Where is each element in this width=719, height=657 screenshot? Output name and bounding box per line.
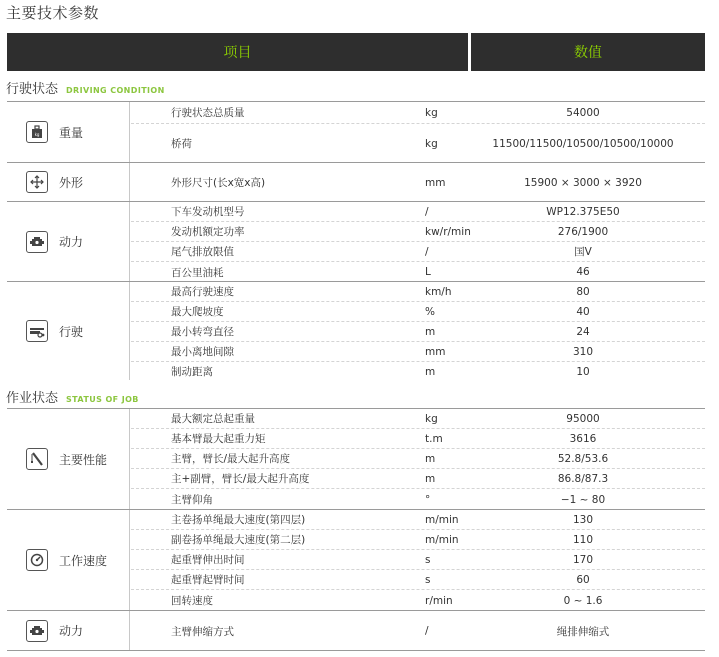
table-row: 最大爬坡度 % 40	[131, 302, 705, 322]
table-row: 主+副臂，臂长/最大起升高度 m 86.8/87.3	[131, 469, 705, 489]
table-row: 行驶状态总质量 kg 54000	[131, 102, 705, 124]
table-row: 桥荷 kg 11500/11500/10500/10500/10000	[171, 137, 674, 150]
group-label: 行驶	[59, 324, 84, 339]
table-row: 发动机额定功率 kw/r/min 276/1900	[131, 222, 705, 242]
group-power-job	[7, 610, 705, 650]
group-driving	[7, 281, 705, 380]
table-row: 百公里油耗 L 46	[171, 266, 590, 279]
table-row: 外形尺寸(长x宽x高) mm 15900 × 3000 × 3920	[171, 176, 642, 189]
table-row: 最大额定总起重量 kg 95000	[131, 409, 705, 429]
group-dimensions	[7, 162, 705, 201]
table-row: 基本臂最大起重力矩 t.m 3616	[131, 429, 705, 449]
table-row: 制动距离 m 10	[171, 365, 590, 378]
group-label: 工作速度	[59, 553, 108, 568]
dimensions-icon	[26, 171, 48, 193]
group-power	[7, 201, 705, 281]
table-row: 尾气排放限值 / 国V	[131, 242, 705, 262]
header-value: 数值	[471, 33, 705, 71]
header-item: 项目	[7, 33, 468, 71]
group-label: 外形	[59, 175, 84, 190]
truck-icon	[26, 320, 48, 342]
group-label: 动力	[59, 624, 84, 638]
weight-icon	[26, 121, 48, 143]
group-label: 动力	[59, 235, 84, 249]
group-label: 重量	[59, 125, 84, 140]
table-row: 主卷扬单绳最大速度(第四层) m/min 130	[131, 510, 705, 530]
table-row: 下车发动机型号 / WP12.375E50	[131, 202, 705, 222]
page-title: 主要技术参数	[6, 4, 100, 22]
engine-icon	[26, 231, 48, 253]
table-bottom-border	[7, 650, 705, 651]
group-weight	[7, 101, 705, 162]
table-row: 主臂，臂长/最大起升高度 m 52.8/53.6	[131, 449, 705, 469]
table-row: 起重臂起臂时间 s 60	[131, 570, 705, 590]
group-performance	[7, 408, 705, 509]
table-row: 最高行驶速度 km/h 80	[131, 282, 705, 302]
svg-text:kg: kg	[34, 132, 40, 137]
table-row: 最小转弯直径 m 24	[131, 322, 705, 342]
table-row: 最小离地间隙 mm 310	[131, 342, 705, 362]
group-label: 主要性能	[59, 452, 108, 467]
table-header	[7, 33, 705, 71]
table-row: 起重臂伸出时间 s 170	[131, 550, 705, 570]
section-title-job: 作业状态 STATUS OF JOB	[6, 391, 139, 406]
table-row: 回转速度 r/min 0 ~ 1.6	[171, 594, 603, 607]
engine-icon	[26, 620, 48, 642]
speed-gauge-icon	[26, 549, 48, 571]
section-title-driving: 行驶状态 DRIVING CONDITION	[6, 82, 165, 97]
table-row: 副卷扬单绳最大速度(第二层) m/min 110	[131, 530, 705, 550]
crane-boom-icon	[26, 448, 48, 470]
group-work-speed	[7, 509, 705, 610]
table-row: 主臂仰角 ° −1 ~ 80	[171, 493, 606, 506]
table-row: 主臂伸缩方式 / 绳排伸缩式	[171, 625, 610, 638]
